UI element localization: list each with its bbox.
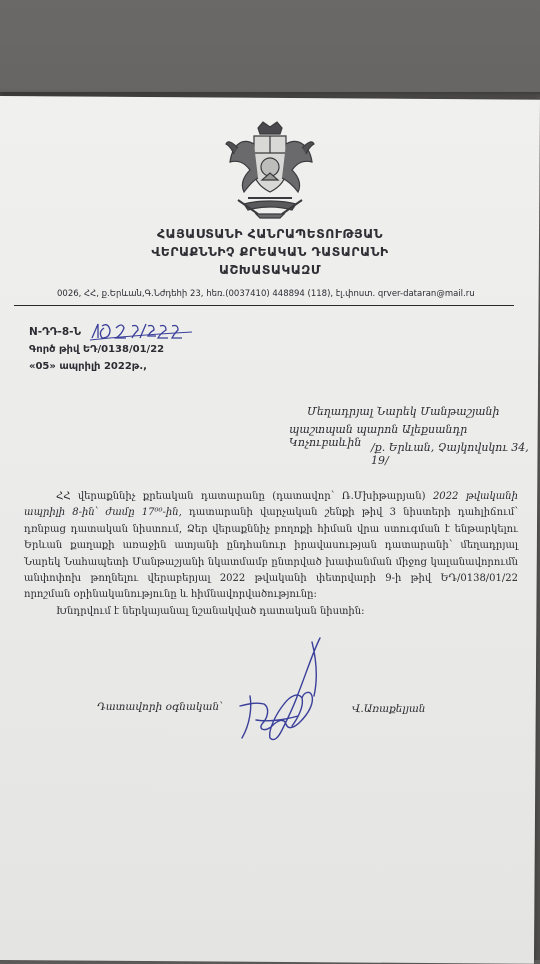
coat-of-arms-emblem [218,118,322,222]
hearing-details: դատարանի վարչական շենքի թիվ 3 նիստերի դահլիճում՝ դռնբաց դատական նիստում, Ձեր վերաքննիչ բողոքի հիման վրա ստուգման է ենթարկելու Երևան քաղաքի առաջին ատյանի ընդհանուր իրավասության դատարանի՝ մեղադրյալ Նարեկ Նահապետի Մանթաշյանի նկատմամբ ընտրված խափանման միջոց կալանավորումն անփոփոխ թողնելու վերաբերյալ 2022 թվականի փետրվարի 9-ի թիվ ԵԴ/0138/01/22 որոշման օրինականությունը և հիմնավորվածությունը: [24,507,518,601]
letter-date: «05» ապրիլի 2022թ., [29,361,147,372]
body-paragraph-1 [24,489,518,604]
addressee-line-1: Մեղադրյալ Նարեկ Մանթաշյանի [307,405,500,418]
hearing-datetime: 2022 թվականի ապրիլի 8-ին՝ ժամը 17⁰⁰-ին, [24,491,518,519]
contact-line: 0026, ՀՀ, ք.Երևան,Գ.Նժդեհի 23, հեռ.(0037410) 448894 (118), էլ.փոստ. qrver-dataran@mail.ru [57,289,475,299]
institution-line-3: ԱՇԽԱՏԱԿԱԶՄ [218,262,322,277]
institution-line-1: ՀԱՅԱՍՏԱՆԻ ՀԱՆՐԱՊԵՏՈՒԹՅԱՆ [157,226,383,241]
outgoing-number-prefix: N-ԴԴ-8-Ն [29,326,82,338]
addressee-line-2: պաշտպան պարոն Ալեքսանդր Կոչուբաևին [289,423,468,449]
institution-line-2: ՎԵՐԱՔՆՆԻՉ ՔՐԵԱԿԱՆ ԴԱՏԱՐԱՆԻ [151,244,389,259]
header-divider [14,305,514,306]
handwritten-number [88,320,198,342]
signer-name: Վ.Առաքելյան [352,703,426,715]
case-number: Գործ թիվ ԵԴ/0138/01/22 [29,344,165,355]
court-statement: ՀՀ վերաքննիչ քրեական դատարանը (դատավոր՝ Ռ.Մխիթարյան) [56,491,426,502]
letter-body [24,489,518,620]
addressee-address: /ք. Երևան, Չայկովսկու 34, 19/ [371,441,529,467]
body-paragraph-2: Խնդրվում է ներկայանալ նշանակված դատական նիստին: [56,605,365,617]
handwritten-signature [228,634,338,746]
signer-role: Դատավորի օգնական՝ [97,701,223,713]
